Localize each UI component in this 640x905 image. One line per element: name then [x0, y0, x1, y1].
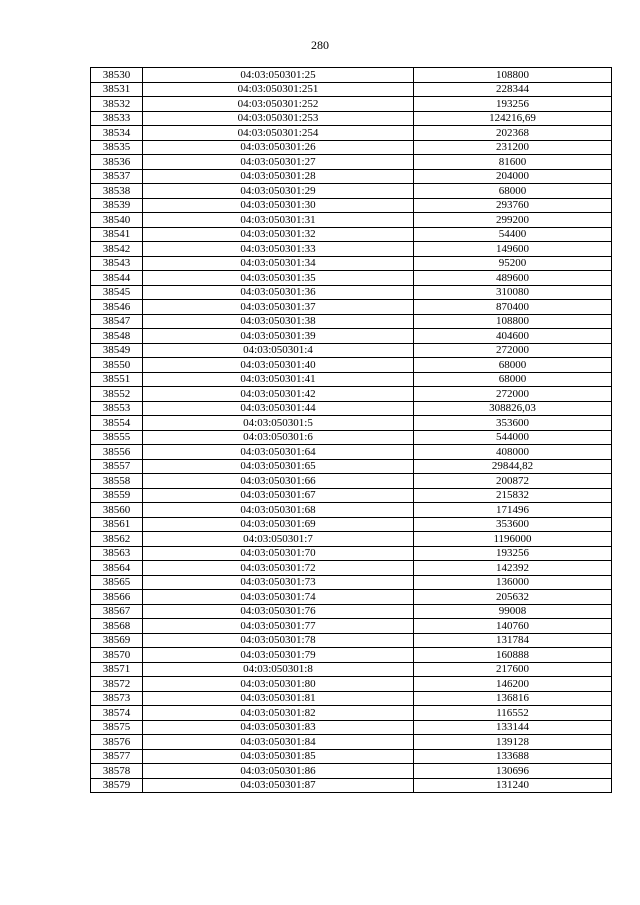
cadastral-number-cell: 04:03:050301:40: [143, 358, 414, 373]
cadastral-number-cell: 04:03:050301:253: [143, 111, 414, 126]
cadastral-value-cell: 272000: [414, 387, 612, 402]
cadastral-number-cell: 04:03:050301:8: [143, 662, 414, 677]
cadastral-value-cell: 870400: [414, 300, 612, 315]
cadastral-value-cell: 404600: [414, 329, 612, 344]
cadastral-value-cell: 29844,82: [414, 459, 612, 474]
cadastral-number-cell: 04:03:050301:73: [143, 575, 414, 590]
cadastral-value-cell: 116552: [414, 706, 612, 721]
row-number-cell: 38561: [91, 517, 143, 532]
table-row: [91, 459, 612, 474]
cadastral-value-cell: 131240: [414, 778, 612, 793]
cadastral-value-cell: 200872: [414, 474, 612, 489]
row-number-cell: 38564: [91, 561, 143, 576]
cadastral-value-cell: 68000: [414, 358, 612, 373]
cadastral-value-table: [90, 67, 612, 793]
row-number-cell: 38578: [91, 764, 143, 779]
row-number-cell: 38533: [91, 111, 143, 126]
row-number-cell: 38562: [91, 532, 143, 547]
cadastral-value-cell: 353600: [414, 416, 612, 431]
cadastral-value-cell: 146200: [414, 677, 612, 692]
row-number-cell: 38532: [91, 97, 143, 112]
table-row: [91, 561, 612, 576]
table-row: [91, 387, 612, 402]
cadastral-number-cell: 04:03:050301:254: [143, 126, 414, 141]
row-number-cell: 38575: [91, 720, 143, 735]
table-row: [91, 227, 612, 242]
cadastral-number-cell: 04:03:050301:30: [143, 198, 414, 213]
cadastral-value-cell: 1196000: [414, 532, 612, 547]
row-number-cell: 38568: [91, 619, 143, 634]
cadastral-number-cell: 04:03:050301:25: [143, 68, 414, 83]
row-number-cell: 38534: [91, 126, 143, 141]
cadastral-number-cell: 04:03:050301:41: [143, 372, 414, 387]
table-row: [91, 184, 612, 199]
row-number-cell: 38558: [91, 474, 143, 489]
table-row: [91, 271, 612, 286]
row-number-cell: 38546: [91, 300, 143, 315]
cadastral-value-cell: 310080: [414, 285, 612, 300]
row-number-cell: 38545: [91, 285, 143, 300]
table-row: [91, 488, 612, 503]
row-number-cell: 38556: [91, 445, 143, 460]
cadastral-number-cell: 04:03:050301:38: [143, 314, 414, 329]
table-row: [91, 445, 612, 460]
cadastral-value-cell: 171496: [414, 503, 612, 518]
cadastral-value-cell: 231200: [414, 140, 612, 155]
table-row: [91, 256, 612, 271]
cadastral-value-cell: 68000: [414, 184, 612, 199]
cadastral-number-cell: 04:03:050301:78: [143, 633, 414, 648]
cadastral-value-cell: 160888: [414, 648, 612, 663]
table-row: [91, 517, 612, 532]
cadastral-number-cell: 04:03:050301:68: [143, 503, 414, 518]
row-number-cell: 38560: [91, 503, 143, 518]
cadastral-value-cell: 108800: [414, 314, 612, 329]
row-number-cell: 38555: [91, 430, 143, 445]
cadastral-number-cell: 04:03:050301:32: [143, 227, 414, 242]
cadastral-number-cell: 04:03:050301:36: [143, 285, 414, 300]
cadastral-number-cell: 04:03:050301:252: [143, 97, 414, 112]
cadastral-value-cell: 133144: [414, 720, 612, 735]
cadastral-value-cell: 408000: [414, 445, 612, 460]
cadastral-number-cell: 04:03:050301:66: [143, 474, 414, 489]
row-number-cell: 38540: [91, 213, 143, 228]
table-row: [91, 82, 612, 97]
row-number-cell: 38548: [91, 329, 143, 344]
cadastral-value-cell: 193256: [414, 546, 612, 561]
cadastral-value-cell: 293760: [414, 198, 612, 213]
row-number-cell: 38538: [91, 184, 143, 199]
row-number-cell: 38554: [91, 416, 143, 431]
table-row: [91, 590, 612, 605]
cadastral-value-cell: 489600: [414, 271, 612, 286]
page-number: 280: [311, 38, 329, 52]
table-row: [91, 778, 612, 793]
cadastral-number-cell: 04:03:050301:33: [143, 242, 414, 257]
table-row: [91, 372, 612, 387]
cadastral-number-cell: 04:03:050301:34: [143, 256, 414, 271]
table-row: [91, 68, 612, 83]
table-row: [91, 314, 612, 329]
cadastral-number-cell: 04:03:050301:4: [143, 343, 414, 358]
cadastral-number-cell: 04:03:050301:27: [143, 155, 414, 170]
cadastral-number-cell: 04:03:050301:7: [143, 532, 414, 547]
cadastral-value-cell: 142392: [414, 561, 612, 576]
table-row: [91, 604, 612, 619]
cadastral-number-cell: 04:03:050301:5: [143, 416, 414, 431]
row-number-cell: 38567: [91, 604, 143, 619]
table-row: [91, 213, 612, 228]
cadastral-value-cell: 204000: [414, 169, 612, 184]
cadastral-number-cell: 04:03:050301:79: [143, 648, 414, 663]
cadastral-number-cell: 04:03:050301:69: [143, 517, 414, 532]
row-number-cell: 38557: [91, 459, 143, 474]
cadastral-value-cell: 202368: [414, 126, 612, 141]
cadastral-number-cell: 04:03:050301:77: [143, 619, 414, 634]
row-number-cell: 38537: [91, 169, 143, 184]
table-row: [91, 677, 612, 692]
cadastral-number-cell: 04:03:050301:35: [143, 271, 414, 286]
row-number-cell: 38571: [91, 662, 143, 677]
cadastral-value-cell: 139128: [414, 735, 612, 750]
cadastral-value-cell: 272000: [414, 343, 612, 358]
cadastral-number-cell: 04:03:050301:83: [143, 720, 414, 735]
cadastral-value-cell: 228344: [414, 82, 612, 97]
table-row: [91, 140, 612, 155]
table-row: [91, 532, 612, 547]
row-number-cell: 38574: [91, 706, 143, 721]
cadastral-value-cell: 193256: [414, 97, 612, 112]
cadastral-value-cell: 353600: [414, 517, 612, 532]
cadastral-number-cell: 04:03:050301:87: [143, 778, 414, 793]
table-row: [91, 706, 612, 721]
table-row: [91, 691, 612, 706]
cadastral-number-cell: 04:03:050301:72: [143, 561, 414, 576]
table-row: [91, 111, 612, 126]
row-number-cell: 38535: [91, 140, 143, 155]
row-number-cell: 38577: [91, 749, 143, 764]
table-row: [91, 430, 612, 445]
cadastral-value-cell: 205632: [414, 590, 612, 605]
cadastral-number-cell: 04:03:050301:31: [143, 213, 414, 228]
cadastral-number-cell: 04:03:050301:39: [143, 329, 414, 344]
cadastral-number-cell: 04:03:050301:65: [143, 459, 414, 474]
table-row: [91, 662, 612, 677]
table-row: [91, 343, 612, 358]
cadastral-value-cell: 136816: [414, 691, 612, 706]
cadastral-value-cell: 95200: [414, 256, 612, 271]
table-row: [91, 97, 612, 112]
cadastral-value-cell: 215832: [414, 488, 612, 503]
row-number-cell: 38552: [91, 387, 143, 402]
cadastral-value-cell: 108800: [414, 68, 612, 83]
row-number-cell: 38550: [91, 358, 143, 373]
cadastral-number-cell: 04:03:050301:29: [143, 184, 414, 199]
cadastral-value-cell: 217600: [414, 662, 612, 677]
cadastral-value-cell: 54400: [414, 227, 612, 242]
cadastral-number-cell: 04:03:050301:82: [143, 706, 414, 721]
row-number-cell: 38572: [91, 677, 143, 692]
cadastral-number-cell: 04:03:050301:44: [143, 401, 414, 416]
cadastral-number-cell: 04:03:050301:80: [143, 677, 414, 692]
cadastral-value-cell: 130696: [414, 764, 612, 779]
row-number-cell: 38553: [91, 401, 143, 416]
row-number-cell: 38565: [91, 575, 143, 590]
cadastral-value-cell: 68000: [414, 372, 612, 387]
table-row: [91, 575, 612, 590]
table-row: [91, 198, 612, 213]
table-row: [91, 416, 612, 431]
cadastral-value-cell: 136000: [414, 575, 612, 590]
table-row: [91, 648, 612, 663]
row-number-cell: 38570: [91, 648, 143, 663]
cadastral-number-cell: 04:03:050301:70: [143, 546, 414, 561]
row-number-cell: 38536: [91, 155, 143, 170]
cadastral-value-cell: 81600: [414, 155, 612, 170]
row-number-cell: 38539: [91, 198, 143, 213]
table-row: [91, 474, 612, 489]
row-number-cell: 38531: [91, 82, 143, 97]
table-row: [91, 633, 612, 648]
table-row: [91, 329, 612, 344]
table-row: [91, 749, 612, 764]
cadastral-value-cell: 544000: [414, 430, 612, 445]
table-row: [91, 401, 612, 416]
cadastral-value-cell: 99008: [414, 604, 612, 619]
row-number-cell: 38569: [91, 633, 143, 648]
table-row: [91, 503, 612, 518]
row-number-cell: 38579: [91, 778, 143, 793]
table-row: [91, 619, 612, 634]
table-body: [91, 68, 612, 793]
cadastral-value-cell: 124216,69: [414, 111, 612, 126]
cadastral-value-cell: 299200: [414, 213, 612, 228]
cadastral-number-cell: 04:03:050301:76: [143, 604, 414, 619]
table-row: [91, 764, 612, 779]
cadastral-number-cell: 04:03:050301:67: [143, 488, 414, 503]
table-row: [91, 242, 612, 257]
row-number-cell: 38551: [91, 372, 143, 387]
table-row: [91, 169, 612, 184]
table-row: [91, 358, 612, 373]
row-number-cell: 38541: [91, 227, 143, 242]
table-row: [91, 300, 612, 315]
table-row: [91, 155, 612, 170]
cadastral-number-cell: 04:03:050301:74: [143, 590, 414, 605]
table-row: [91, 720, 612, 735]
row-number-cell: 38547: [91, 314, 143, 329]
row-number-cell: 38543: [91, 256, 143, 271]
table-row: [91, 285, 612, 300]
cadastral-number-cell: 04:03:050301:42: [143, 387, 414, 402]
cadastral-value-cell: 131784: [414, 633, 612, 648]
cadastral-number-cell: 04:03:050301:85: [143, 749, 414, 764]
cadastral-number-cell: 04:03:050301:37: [143, 300, 414, 315]
cadastral-value-cell: 140760: [414, 619, 612, 634]
cadastral-value-cell: 308826,03: [414, 401, 612, 416]
row-number-cell: 38576: [91, 735, 143, 750]
cadastral-number-cell: 04:03:050301:28: [143, 169, 414, 184]
cadastral-number-cell: 04:03:050301:251: [143, 82, 414, 97]
row-number-cell: 38563: [91, 546, 143, 561]
row-number-cell: 38566: [91, 590, 143, 605]
row-number-cell: 38549: [91, 343, 143, 358]
cadastral-number-cell: 04:03:050301:26: [143, 140, 414, 155]
row-number-cell: 38559: [91, 488, 143, 503]
cadastral-value-cell: 133688: [414, 749, 612, 764]
row-number-cell: 38573: [91, 691, 143, 706]
table-row: [91, 126, 612, 141]
cadastral-number-cell: 04:03:050301:86: [143, 764, 414, 779]
cadastral-value-cell: 149600: [414, 242, 612, 257]
row-number-cell: 38530: [91, 68, 143, 83]
row-number-cell: 38542: [91, 242, 143, 257]
cadastral-number-cell: 04:03:050301:81: [143, 691, 414, 706]
row-number-cell: 38544: [91, 271, 143, 286]
cadastral-number-cell: 04:03:050301:6: [143, 430, 414, 445]
cadastral-number-cell: 04:03:050301:84: [143, 735, 414, 750]
table-row: [91, 546, 612, 561]
table-row: [91, 735, 612, 750]
cadastral-number-cell: 04:03:050301:64: [143, 445, 414, 460]
